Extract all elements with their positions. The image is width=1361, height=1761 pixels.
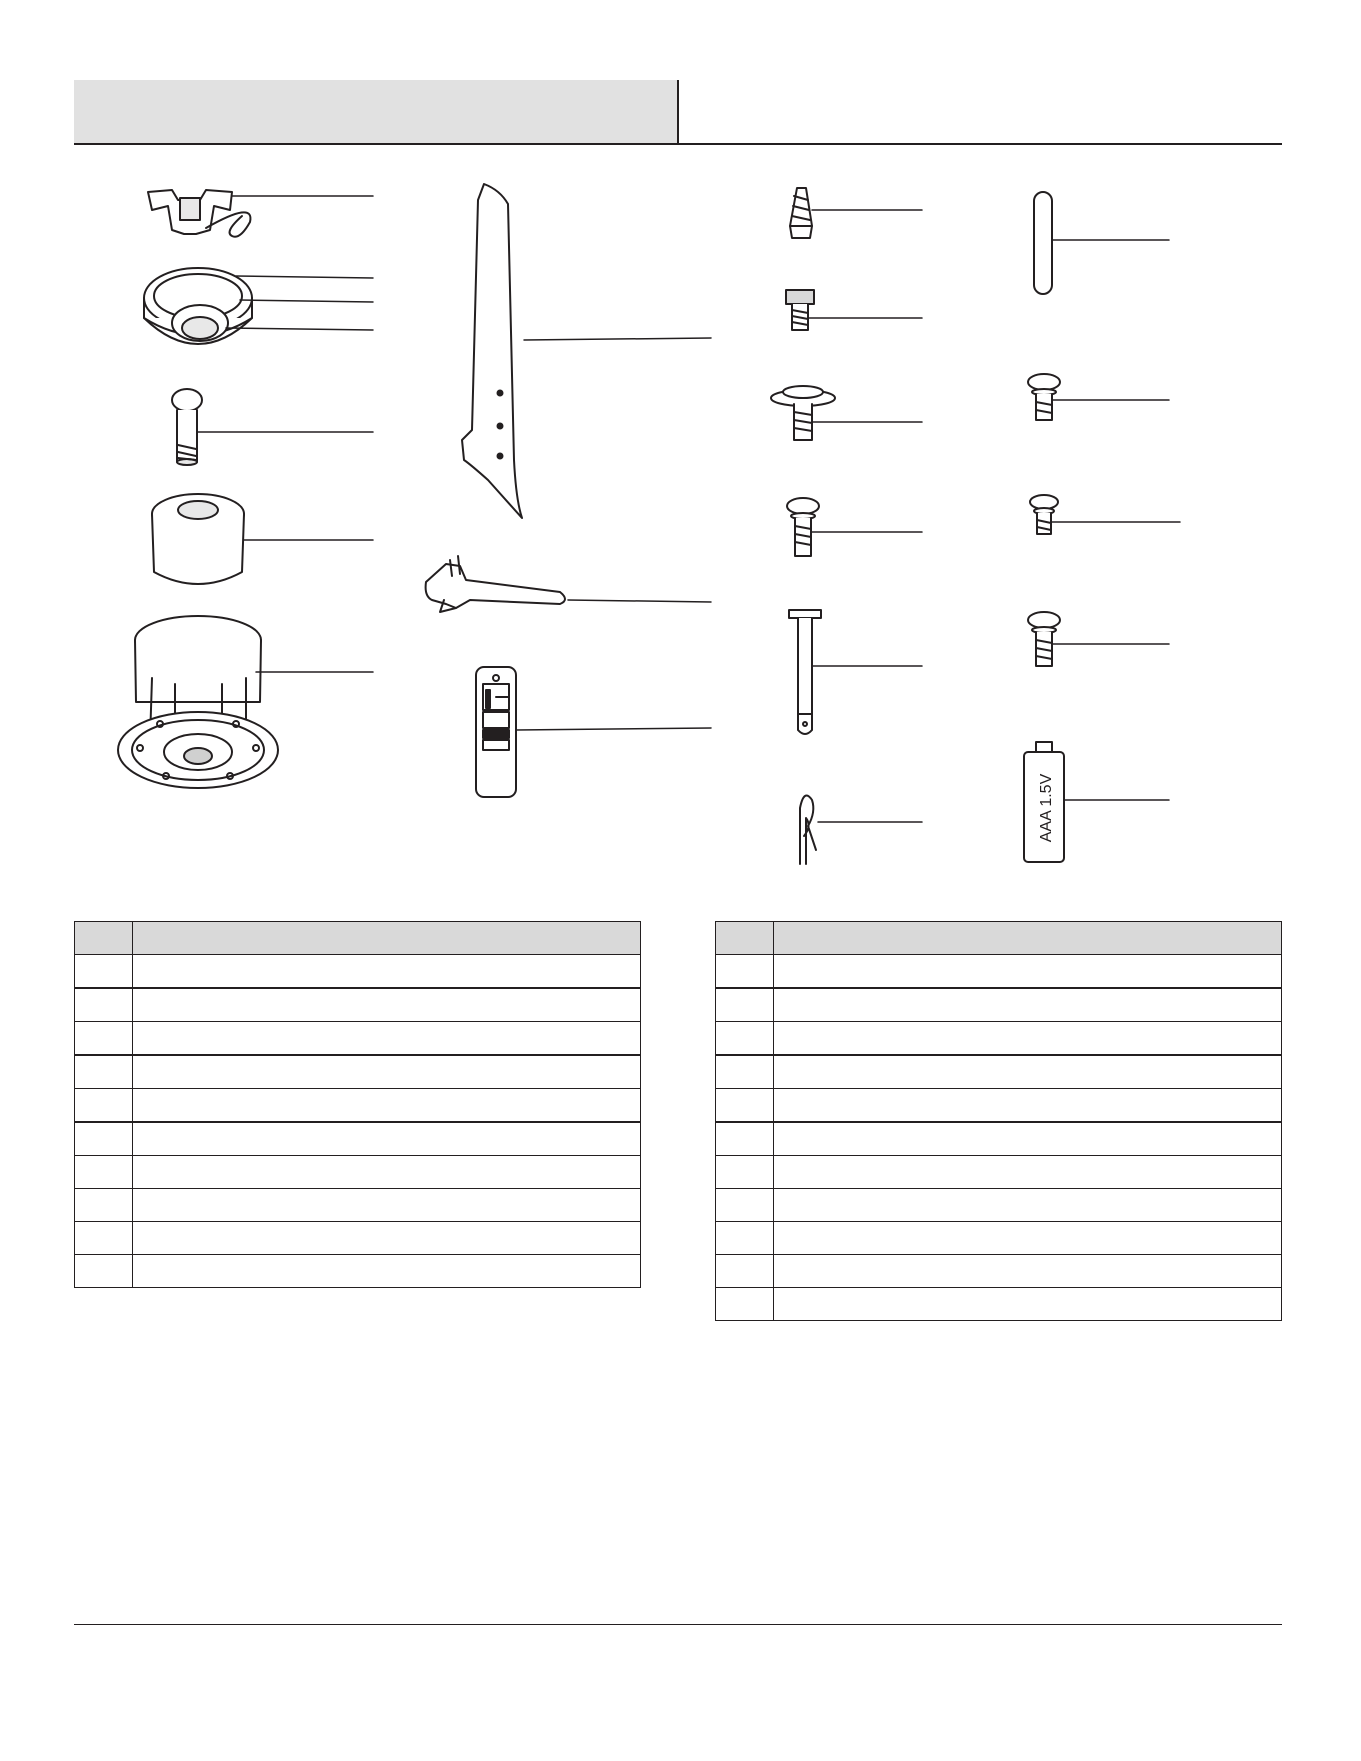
table-row: [75, 955, 641, 989]
clevis-pin-drawing: [789, 610, 922, 734]
table-row: [716, 1055, 1282, 1089]
battery-label: AAA 1.5V: [1038, 773, 1055, 843]
parts-table-left: [74, 921, 641, 1288]
table-row: [716, 1156, 1282, 1189]
coupling-cover-drawing: [152, 494, 373, 584]
table-row: [716, 988, 1282, 1022]
table-row: [75, 1122, 641, 1156]
mounting-bracket-drawing: [148, 190, 373, 237]
table-row: [75, 1022, 641, 1056]
table-row: [716, 1089, 1282, 1123]
downrod-drawing: [172, 389, 373, 465]
fan-blade-drawing: [462, 184, 711, 518]
blade-screw-washer-drawing: [771, 386, 922, 440]
screw-b-drawing: [1028, 374, 1169, 420]
table-row: [716, 1288, 1282, 1321]
remote-control-drawing: [476, 667, 711, 797]
balancing-rod-drawing: [1034, 192, 1169, 294]
table-row: [716, 1122, 1282, 1156]
table-row: [716, 1022, 1282, 1056]
hairpin-clip-drawing: [800, 796, 922, 865]
table-row: [75, 1089, 641, 1123]
table-header-cell: [774, 922, 1282, 955]
wire-connector-drawing: [790, 188, 922, 238]
table-row: [75, 1189, 641, 1222]
table-header-cell: [75, 922, 133, 955]
table-header-cell: [133, 922, 641, 955]
motor-assembly-drawing: [118, 616, 373, 788]
table-row: [75, 1255, 641, 1288]
parts-table-right: [715, 921, 1282, 1321]
set-screw-drawing: [786, 290, 922, 330]
table-row: [716, 1222, 1282, 1255]
screw-d-drawing: [1028, 612, 1169, 666]
table-row: [716, 1255, 1282, 1288]
table-row: [75, 1156, 641, 1189]
screw-a-drawing: [787, 498, 922, 556]
battery-drawing: [1024, 742, 1169, 862]
table-row: [75, 1222, 641, 1255]
table-row: [75, 1055, 641, 1089]
footer-rule: [74, 1624, 1282, 1625]
table-row: [716, 1189, 1282, 1222]
table-row: [716, 955, 1282, 989]
table-row: [75, 988, 641, 1022]
screw-c-drawing: [1030, 495, 1180, 534]
blade-arm-drawing: [426, 556, 711, 612]
canopy-drawing: [144, 268, 373, 344]
table-header-cell: [716, 922, 774, 955]
